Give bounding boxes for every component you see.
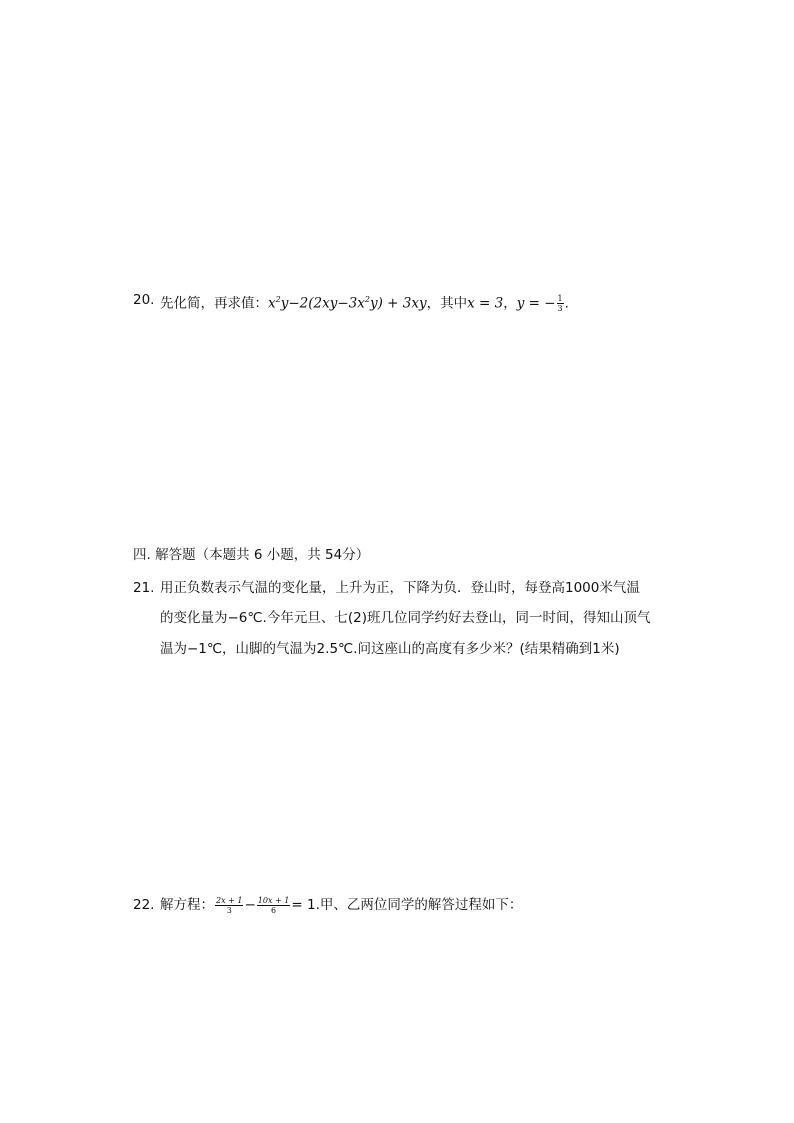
q20-fraction-numerator: 1 [557,294,563,303]
q20-expr-tail: y) + 3xy [369,295,427,312]
q22-fraction-1-denominator: 3 [226,905,232,915]
q22-fraction-2 [257,896,291,915]
q20-condition-x: x = 3 [467,295,504,312]
question-22-number: 22. [133,897,155,913]
q22-fraction-1-numerator: 2x + 1 [216,895,243,905]
q22-minus: − [244,897,256,913]
q20-condition-label: ，其中 [426,295,468,312]
question-21-line-3: 温为−1℃，山脚的气温为2.5℃.问这座山的高度有多少米？(结果精确到1米) [160,641,620,657]
q20-period: . [564,295,569,312]
q20-expr-y: y [280,295,289,312]
q20-expr-exp1: 2 [275,295,281,304]
q20-condition-y: y = − [516,295,556,312]
q22-rest: = 1.甲、乙两位同学的解答过程如下： [291,897,523,913]
section-heading: 四. 解答题（本题共 6 小题，共 54分） [133,547,370,563]
q20-expr-exp2: 2 [364,295,370,304]
question-21-line-2: 的变化量为−6℃.今年元旦、七(2)班几位同学约好去登山，同一时间，得知山顶气 [160,610,651,626]
question-21-number: 21. [133,580,155,596]
question-22-prompt: 解方程： [160,897,214,913]
q20-separator: ， [503,295,517,312]
q22-fraction-1 [215,896,243,915]
question-20-text [160,290,569,314]
q20-expr-middle: −2(2xy−3x [288,295,365,312]
question-20-number: 20. [133,292,155,308]
q22-fraction-2-numerator: 10x + 1 [257,895,290,905]
q20-fraction [557,294,564,313]
q20-fraction-denominator: 3 [557,304,563,313]
question-20-prompt: 先化简，再求值： [160,295,268,312]
question-22-text [160,895,522,915]
q20-expr-x: x [268,295,276,312]
q22-fraction-2-denominator: 6 [271,905,277,915]
question-21-line-1: 用正负数表示气温的变化量，上升为正，下降为负．登山时，每登高1000米气温 [160,580,640,596]
